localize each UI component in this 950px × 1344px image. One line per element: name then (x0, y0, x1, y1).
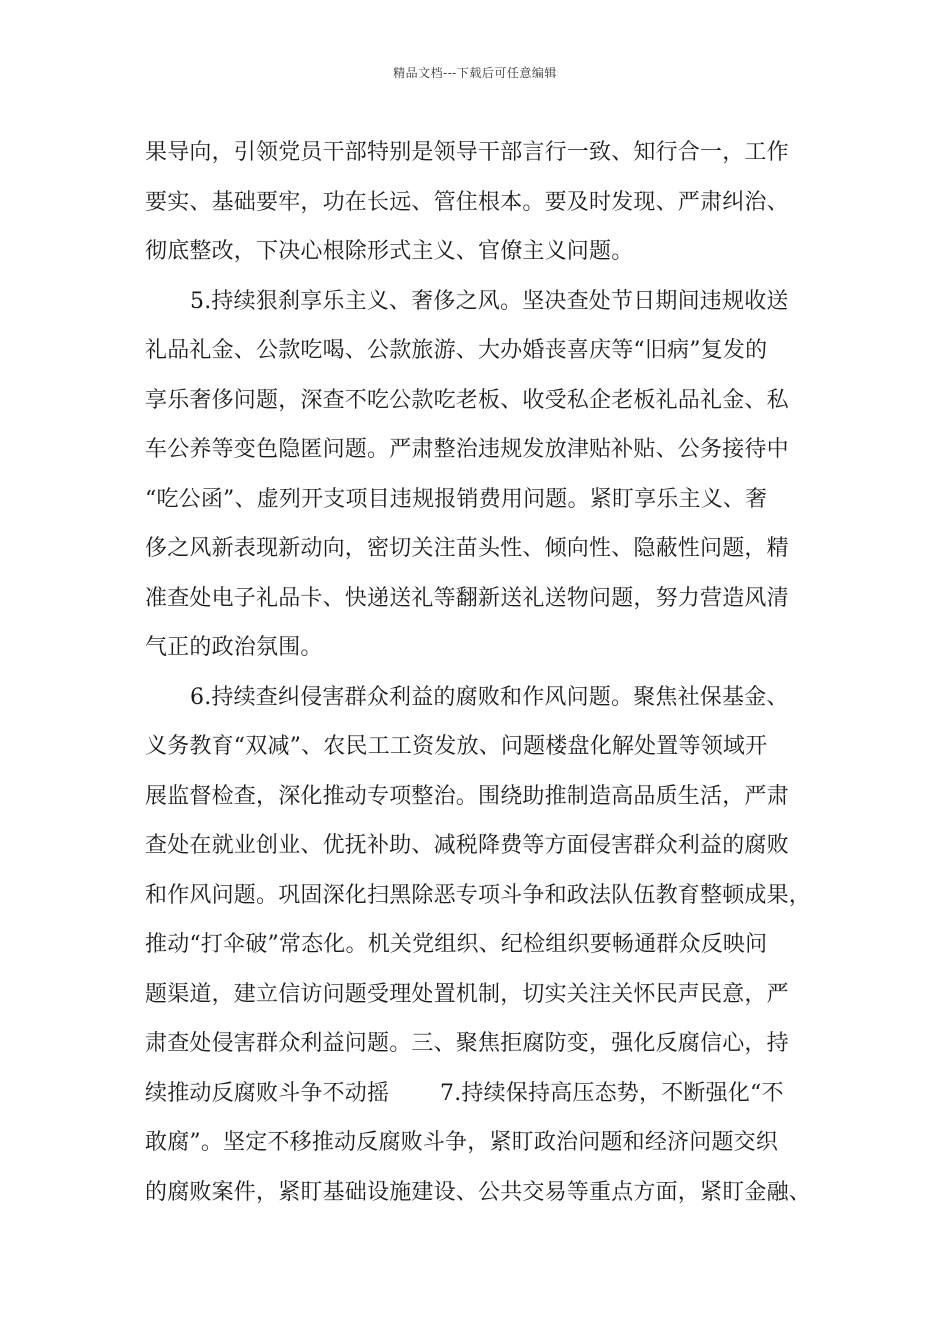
section-heading-fragment: 续推动反腐败斗争不动摇 (145, 1081, 390, 1106)
page-header: 精品文档---下载后可任意编辑 (393, 66, 557, 80)
paragraph-start-7: 7.持续保持高压态势，不断强化“不 (440, 1081, 784, 1106)
